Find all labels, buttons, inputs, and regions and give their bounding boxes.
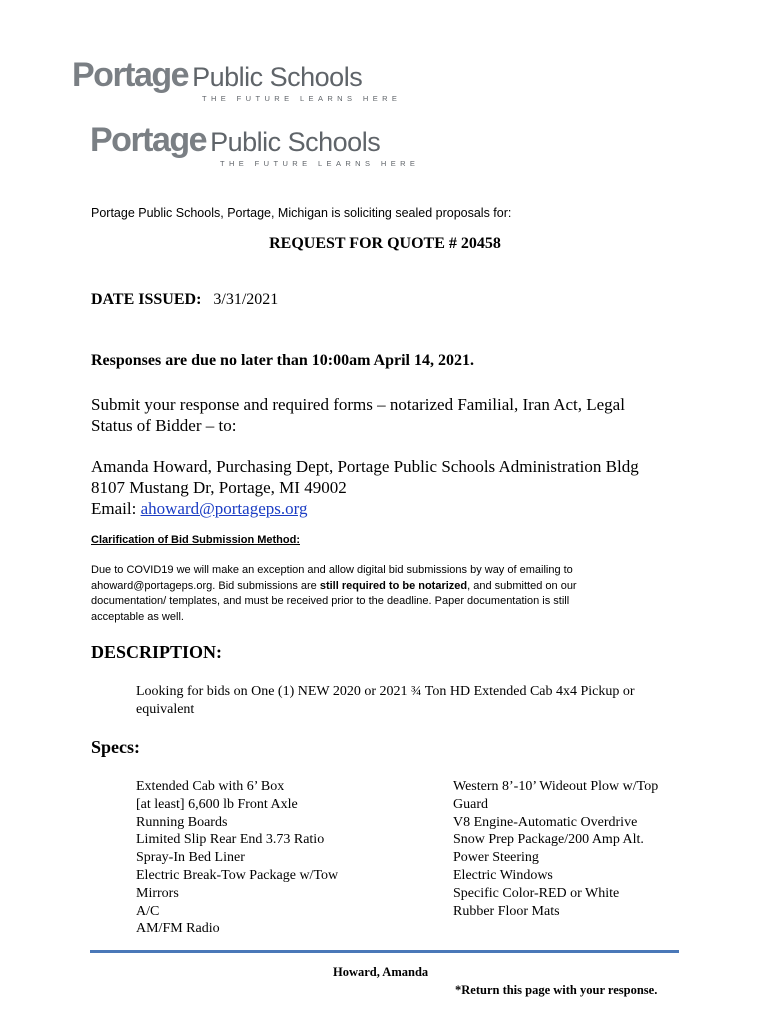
spec-item: Electric Break-Tow Package w/Tow	[136, 867, 339, 883]
email-link[interactable]: ahoward@portageps.org	[140, 499, 308, 518]
footer-rule	[90, 950, 679, 953]
description-heading: DESCRIPTION:	[91, 642, 223, 662]
spec-item: Guard	[453, 796, 488, 812]
submit-line-1: Submit your response and required forms – notarized Familial, Iran Act, Legal	[91, 395, 625, 414]
footer-return-note: *Return this page with your response.	[455, 983, 658, 997]
spec-item: V8 Engine-Automatic Overdrive	[453, 814, 638, 830]
spec-item: Electric Windows	[453, 867, 553, 883]
submit-instructions	[91, 394, 751, 436]
spec-item: Spray-In Bed Liner	[136, 850, 245, 866]
address-line-1: Amanda Howard, Purchasing Dept, Portage Public Schools Administration Bldg	[91, 457, 639, 476]
description-line-1: Looking for bids on One (1) NEW 2020 or 2021 ¾ Ton HD Extended Cab 4x4 Pickup or	[136, 684, 635, 699]
specs-heading: Specs:	[91, 737, 140, 757]
spec-item: Western 8’-10’ Wideout Plow w/Top	[453, 779, 659, 794]
address-block	[91, 456, 751, 519]
spec-item: Snow Prep Package/200 Amp Alt.	[453, 832, 644, 848]
specs-left-column	[136, 778, 436, 938]
spec-item: Mirrors	[136, 885, 179, 901]
spec-item: A/C	[136, 903, 160, 919]
spec-item: Power Steering	[453, 850, 539, 866]
submit-line-2: Status of Bidder – to:	[91, 416, 237, 435]
date-issued	[91, 291, 278, 309]
logo-tagline: THE FUTURE LEARNS HERE	[202, 94, 402, 103]
rfq-title: REQUEST FOR QUOTE # 20458	[269, 235, 501, 252]
clarification-text: , and submitted on our	[467, 579, 577, 592]
spec-item: Running Boards	[136, 814, 228, 830]
email-label: Email:	[91, 499, 141, 518]
logo-subtitle: Public Schools	[192, 62, 363, 92]
clarification-line-3: documentation/ templates, and must be received prior to the deadline. Paper documentation is still	[91, 595, 570, 607]
description-line-2: equivalent	[136, 701, 195, 717]
spec-item: Extended Cab with 6’ Box	[136, 779, 285, 794]
clarification-body	[91, 563, 691, 625]
clarification-text: ahoward@portageps.org. Bid submissions are	[91, 579, 320, 592]
email-line	[91, 498, 751, 519]
portage-logo-secondary	[90, 123, 419, 168]
clarification-line-4: acceptable as well.	[91, 610, 184, 623]
notarized-emphasis: still required to be notarized	[319, 579, 468, 592]
date-issued-value: 3/31/2021	[213, 291, 279, 308]
clarification-line-1: Due to COVID19 we will make an exception and allow digital bid submissions by way of emailing to	[91, 564, 573, 576]
logo-brand: Portage	[90, 121, 207, 159]
due-date: Responses are due no later than 10:00am April 14, 2021.	[91, 352, 474, 369]
specs-right-column	[453, 778, 753, 920]
portage-logo-primary	[72, 58, 401, 103]
date-issued-label: DATE ISSUED:	[91, 291, 202, 308]
logo-brand: Portage	[72, 56, 189, 94]
description-body	[136, 683, 696, 719]
clarification-line-2	[91, 579, 691, 595]
spec-item: [at least] 6,600 lb Front Axle	[136, 796, 298, 812]
spec-item: Limited Slip Rear End 3.73 Ratio	[136, 832, 325, 848]
address-line-2: 8107 Mustang Dr, Portage, MI 49002	[91, 478, 347, 497]
footer-name: Howard, Amanda	[333, 965, 429, 979]
spec-item: AM/FM Radio	[136, 921, 220, 937]
logo-subtitle: Public Schools	[210, 127, 381, 157]
intro-text: Portage Public Schools, Portage, Michigan is soliciting sealed proposals for:	[91, 206, 512, 220]
clarification-heading: Clarification of Bid Submission Method:	[91, 534, 300, 546]
spec-item: Specific Color-RED or White	[453, 885, 620, 901]
spec-item: Rubber Floor Mats	[453, 903, 560, 919]
logo-tagline: THE FUTURE LEARNS HERE	[220, 159, 420, 168]
